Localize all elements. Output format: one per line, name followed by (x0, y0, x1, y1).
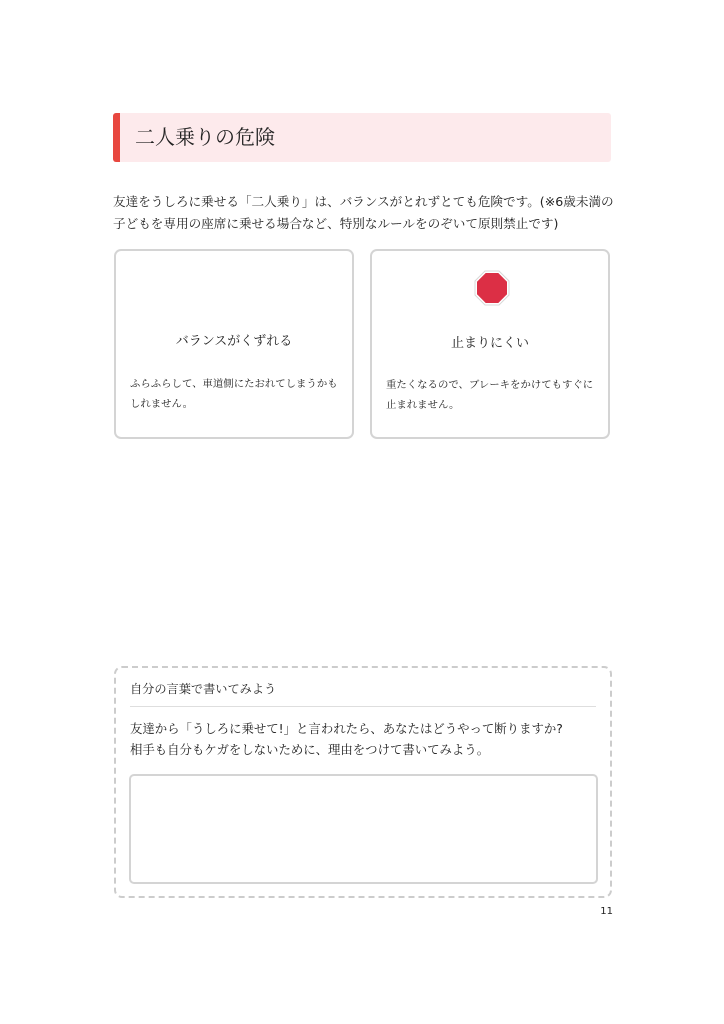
card-body: ふらふらして、車道側にたおれてしまうかもしれません。 (130, 378, 338, 410)
card-body: 重たくなるので、ブレーキをかけてもすぐに止まれません。 (386, 379, 594, 411)
stop-sign-icon (474, 270, 510, 306)
heading-divider (130, 706, 596, 707)
section-title: 二人乗りの危険 (135, 125, 275, 149)
prompt-line-2: 相手も自分もケガをしないために、理由をつけて書いてみよう。 (130, 742, 490, 757)
answer-textarea[interactable] (129, 774, 598, 884)
card-title: バランスがくずれる (175, 334, 293, 349)
section-title-bar (113, 113, 611, 162)
card-title: 止まりにくい (450, 336, 529, 351)
card-braking (370, 249, 610, 439)
card-balance (114, 249, 354, 439)
intro-paragraph: 友達をうしろに乗せる「二人乗り」は、バランスがとれずとても危険です。(※6歳未満の子どもを専用の座席に乗せる場合など、特別なルールをのぞいて原則禁止です) (113, 194, 614, 231)
page-number: 11 (600, 906, 613, 917)
prompt-line-1: 友達から「うしろに乗せて!」と言われたら、あなたはどうやって断りますか? (130, 721, 563, 736)
exercise-heading: 自分の言葉で書いてみよう (130, 682, 277, 696)
writing-exercise-box (114, 666, 612, 898)
title-accent-stripe (113, 113, 120, 162)
exercise-prompt (130, 718, 600, 760)
